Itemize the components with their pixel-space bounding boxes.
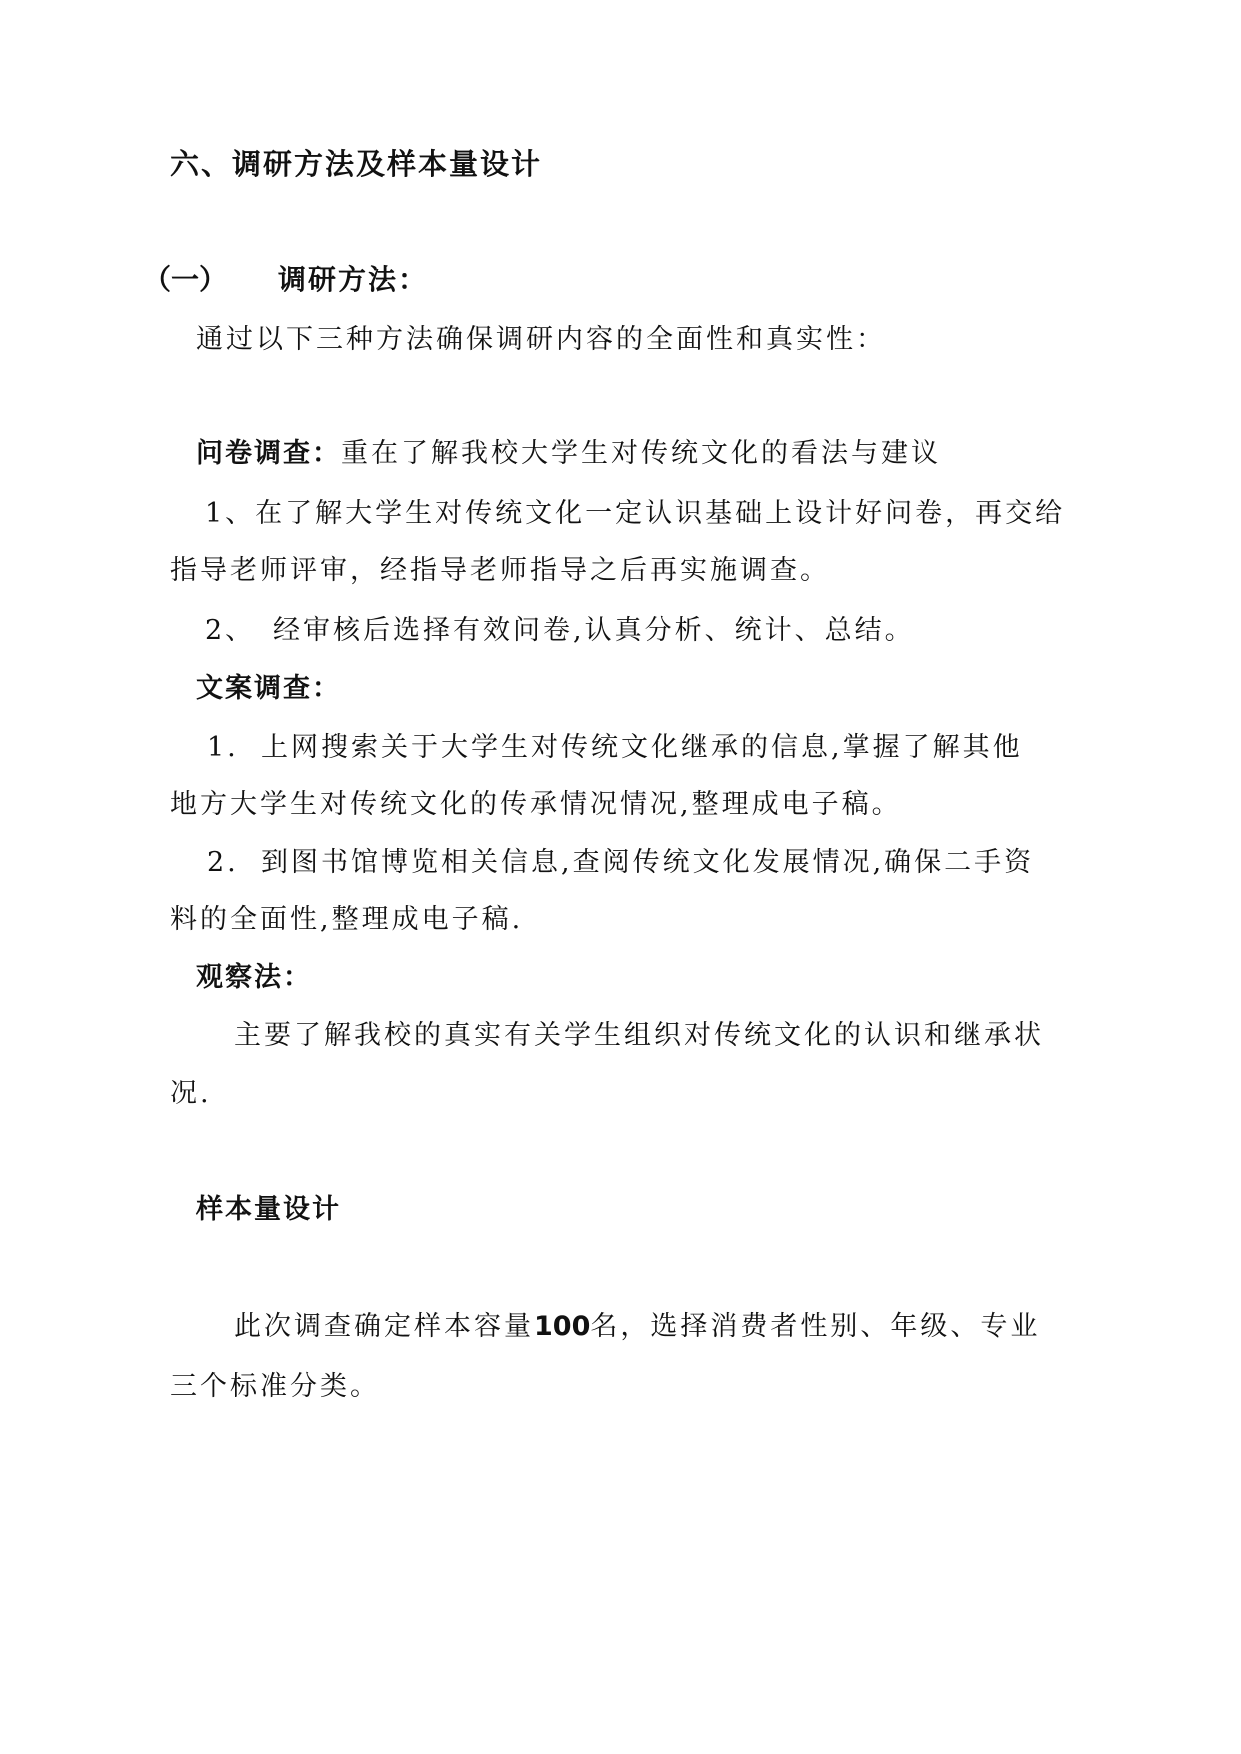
- sample-text-a: 此次调查确定样本容量: [234, 1311, 534, 1342]
- document-survey-item2-num: 2.: [207, 847, 239, 878]
- observation-line2: 况.: [170, 1078, 212, 1109]
- sample-title: 样本量设计: [196, 1194, 341, 1225]
- methods-title: 调研方法：: [278, 263, 429, 296]
- questionnaire-label: 问卷调查：: [196, 438, 341, 469]
- questionnaire-item1-line1: 1、在了解大学生对传统文化一定认识基础上设计好问卷，再交给: [205, 498, 1066, 529]
- sample-line1: [234, 1310, 1040, 1344]
- observation-label: 观察法：: [196, 962, 312, 993]
- methods-intro: 通过以下三种方法确保调研内容的全面性和真实性：: [196, 324, 886, 355]
- questionnaire-item2-num: 2、: [205, 615, 256, 646]
- questionnaire-paragraph: [196, 437, 941, 471]
- questionnaire-text: 重在了解我校大学生对传统文化的看法与建议: [341, 438, 941, 469]
- document-survey-item1-line2: 地方大学生对传统文化的传承情况情况,整理成电子稿。: [170, 789, 902, 820]
- sample-text-b: 名，选择消费者性别、年级、专业: [590, 1311, 1041, 1342]
- document-survey-item1-num: 1.: [207, 732, 239, 763]
- questionnaire-item2-text: 经审核后选择有效问卷,认真分析、统计、总结。: [273, 615, 915, 646]
- questionnaire-item1-line2: 指导老师评审，经指导老师指导之后再实施调查。: [170, 555, 830, 586]
- document-survey-item1-line1: 上网搜索关于大学生对传统文化继承的信息,掌握了解其他: [261, 732, 1023, 763]
- section-heading: 六、调研方法及样本量设计: [170, 147, 543, 181]
- sample-size-number: 100: [534, 1311, 591, 1342]
- document-survey-label: 文案调查：: [196, 673, 341, 704]
- observation-line1: 主要了解我校的真实有关学生组织对传统文化的认识和继承状: [234, 1020, 1044, 1051]
- sample-line2: 三个标准分类。: [170, 1371, 380, 1402]
- methods-number: （一）: [143, 263, 228, 296]
- document-survey-item2-line2: 料的全面性,整理成电子稿.: [170, 904, 524, 935]
- document-survey-item2-line1: 到图书馆博览相关信息,查阅传统文化发展情况,确保二手资: [261, 847, 1035, 878]
